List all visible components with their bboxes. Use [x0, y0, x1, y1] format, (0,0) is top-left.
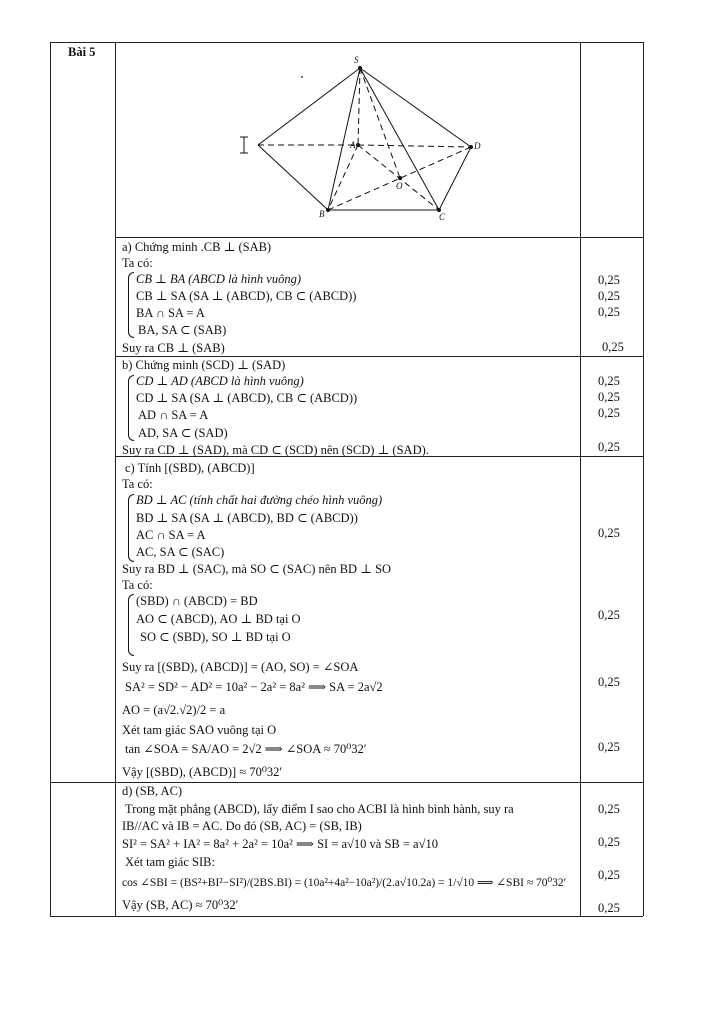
part-c-text: Xét tam giác SAO vuông tại O	[122, 723, 277, 737]
part-a-line: CB ⊥ BA (ABCD là hình vuông)	[136, 272, 301, 286]
score: 0,25	[598, 868, 620, 882]
score: 0,25	[598, 835, 620, 849]
edge-SD	[360, 68, 471, 147]
edge-SA	[358, 68, 360, 145]
system-brace	[128, 272, 134, 338]
system-brace	[128, 494, 134, 562]
part-a-line: CB ⊥ SA (SA ⊥ (ABCD), CB ⊂ (ABCD))	[136, 289, 357, 303]
part-d-line: Xét tam giác SIB:	[125, 855, 215, 869]
part-a-line: BA, SA ⊂ (SAB)	[138, 323, 227, 337]
edge-AB	[328, 145, 358, 210]
problem-label: Bài 5	[68, 45, 96, 59]
part-c-calc: tan ∠SOA = SA/AO = 2√2 ⟹ ∠SOA ≈ 70⁰32′	[125, 742, 367, 756]
part-d-title: d) (SB, AC)	[122, 784, 183, 798]
score: 0,25	[598, 289, 620, 303]
part-a-line: BA ∩ SA = A	[136, 306, 205, 320]
score: 0,25	[598, 305, 620, 319]
label-S: S	[354, 55, 359, 65]
score: 0,25	[598, 526, 620, 540]
part-c-line: (SBD) ∩ (ABCD) = BD	[136, 594, 258, 608]
part-c-calc: AO = (a√2.√2)/2 = a	[122, 703, 226, 717]
part-c-conclusion: Suy ra [(SBD), (ABCD)] = (AO, SO) = ∠SOA	[122, 660, 359, 674]
part-c-line: BD ⊥ AC (tính chất hai đường chéo hình vuông)	[136, 493, 383, 507]
edge-IB	[258, 145, 328, 210]
label-B: B	[319, 209, 325, 219]
system-brace	[128, 594, 134, 656]
part-b-line: AD, SA ⊂ (SAD)	[138, 426, 228, 440]
edge-CD	[439, 147, 471, 210]
label-O: O	[396, 181, 403, 191]
label-I: I	[234, 149, 235, 150]
part-c-line: AC, SA ⊂ (SAC)	[136, 545, 225, 559]
part-d-result: Vậy (SB, AC) ≈ 70⁰32′	[122, 898, 239, 912]
label-D: D	[474, 141, 481, 151]
score: 0,25	[598, 374, 620, 388]
part-b-conclusion: Suy ra CD ⊥ (SAD), mà CD ⊂ (SCD) nên (SCD) ⊥ (SAD).	[122, 443, 429, 457]
edge-AD	[358, 145, 471, 147]
edge-SB	[328, 68, 360, 210]
score: 0,25	[598, 406, 620, 420]
score: 0,25	[598, 802, 620, 816]
score: 0,25	[598, 273, 620, 287]
part-d-line: IB//AC và IB = AC. Do đó (SB, AC) = (SB, IB)	[122, 819, 362, 833]
part-b-line: AD ∩ SA = A	[138, 408, 209, 422]
part-c-result: Vậy [(SBD), (ABCD)] ≈ 70⁰32′	[122, 765, 283, 779]
pyramid-figure	[230, 52, 500, 232]
score: 0,25	[598, 675, 620, 689]
system-brace	[128, 375, 134, 441]
part-b-line: CD ⊥ AD (ABCD là hình vuông)	[136, 374, 304, 388]
part-d-line: cos ∠SBI = (BS²+BI²−SI²)/(2BS.BI) = (10a²+4a²−10a²)/(2.a√10.2a) = 1/√10 ⟹ ∠SBI ≈ 70⁰32′	[122, 877, 567, 889]
part-c-conclusion: Suy ra BD ⊥ (SAC), mà SO ⊂ (SAC) nên BD ⊥ SO	[122, 562, 392, 576]
score: 0,25	[598, 440, 620, 454]
label-C: C	[439, 212, 446, 222]
part-a-conclusion: Suy ra CB ⊥ (SAB)	[122, 341, 225, 355]
part-d-line: Trong mặt phẳng (ABCD), lấy điểm I sao cho ACBI là hình bình hành, suy ra	[125, 802, 514, 816]
part-a-intro: Ta có:	[122, 256, 153, 270]
part-b-title: b) Chứng minh (SCD) ⊥ (SAD)	[122, 358, 286, 372]
part-c-line: AC ∩ SA = A	[136, 528, 206, 542]
score: 0,25	[598, 901, 620, 915]
edge-SO	[360, 68, 400, 178]
edge-SI	[258, 68, 360, 145]
part-c-title: c) Tính [(SBD), (ABCD)]	[125, 461, 255, 475]
part-c-intro: Ta có:	[122, 477, 153, 491]
part-d-line: SI² = SA² + IA² = 8a² + 2a² = 10a² ⟹ SI = a√10 và SB = a√10	[122, 837, 438, 851]
score: 0,25	[598, 608, 620, 622]
label-A: A	[350, 140, 356, 150]
part-c-line: SO ⊂ (SBD), SO ⊥ BD tại O	[140, 630, 291, 644]
part-c-line: AO ⊂ (ABCD), AO ⊥ BD tại O	[136, 612, 301, 626]
part-c-intro: Ta có:	[122, 578, 153, 592]
part-c-calc: SA² = SD² − AD² = 10a² − 2a² = 8a² ⟹ SA = 2a√2	[125, 680, 383, 694]
part-c-line: BD ⊥ SA (SA ⊥ (ABCD), BD ⊂ (ABCD))	[136, 511, 358, 525]
score: 0,25	[602, 340, 624, 354]
part-a-title: a) Chứng minh .CB ⊥ (SAB)	[122, 240, 272, 254]
score: 0,25	[598, 390, 620, 404]
score: 0,25	[598, 740, 620, 754]
part-b-line: CD ⊥ SA (SA ⊥ (ABCD), CB ⊂ (ABCD))	[136, 391, 358, 405]
